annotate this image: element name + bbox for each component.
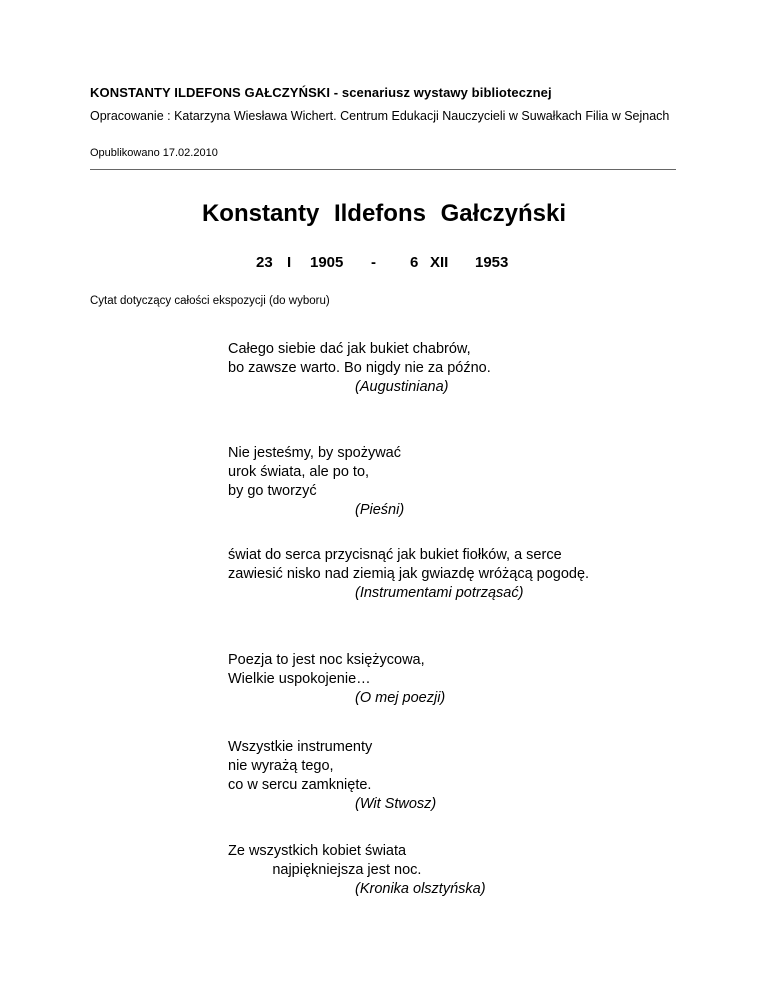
quote-block xyxy=(228,444,708,520)
quote-line: Wielkie uspokojenie… xyxy=(228,671,371,687)
publication-date: Opublikowano 17.02.2010 xyxy=(90,147,218,159)
birth-day: 23 xyxy=(256,254,273,271)
quote-block xyxy=(228,340,708,397)
quote-source: (Instrumentami potrząsać) xyxy=(355,585,524,601)
quote-source: (Wit Stwosz) xyxy=(355,796,437,812)
quote-line: by go tworzyć xyxy=(228,483,317,499)
quote-line: świat do serca przycisnąć jak bukiet fiołków, a serce xyxy=(228,547,562,563)
date-separator: - xyxy=(371,254,376,271)
quote-line: urok świata, ale po to, xyxy=(228,464,370,480)
quote-line: Ze wszystkich kobiet świata xyxy=(228,843,407,859)
death-day: 6 xyxy=(410,254,419,271)
header-credit: Opracowanie : Katarzyna Wiesława Wichert. Centrum Edukacji Nauczycieli w Suwałkach Filia w Sejnach xyxy=(90,109,670,123)
death-month: XII xyxy=(430,254,449,271)
quote-line: zawiesić nisko nad ziemią jak gwiazdę wróżącą pogodę. xyxy=(228,566,590,582)
quote-line: najpiękniejsza jest noc. xyxy=(228,862,422,878)
quote-block xyxy=(228,738,708,814)
quote-source: (Augustiniana) xyxy=(355,379,449,395)
quote-line: co w sercu zamknięte. xyxy=(228,777,372,793)
quote-block xyxy=(228,651,708,708)
quote-line: nie wyrażą tego, xyxy=(228,758,334,774)
header-divider xyxy=(90,169,676,170)
page-title: Konstanty Ildefons Gałczyński xyxy=(201,200,567,227)
birth-month: I xyxy=(287,254,292,271)
header-title: KONSTANTY ILDEFONS GAŁCZYŃSKI - scenariusz wystawy bibliotecznej xyxy=(90,85,552,100)
birth-year: 1905 xyxy=(310,254,344,271)
quote-block xyxy=(228,546,708,603)
quote-line: Nie jesteśmy, by spożywać xyxy=(228,445,401,461)
quote-line: bo zawsze warto. Bo nigdy nie za późno. xyxy=(228,360,491,376)
quote-line: Poezja to jest noc księżycowa, xyxy=(228,652,425,668)
quote-line: Wszystkie instrumenty xyxy=(228,739,373,755)
quote-block xyxy=(228,842,708,899)
quote-source: (Kronika olsztyńska) xyxy=(355,881,486,897)
quote-line: Całego siebie dać jak bukiet chabrów, xyxy=(228,341,471,357)
quote-source: (Pieśni) xyxy=(355,502,405,518)
death-year: 1953 xyxy=(475,254,509,271)
quote-source: (O mej poezji) xyxy=(355,690,446,706)
exhibition-intro: Cytat dotyczący całości ekspozycji (do wyboru) xyxy=(90,295,330,307)
